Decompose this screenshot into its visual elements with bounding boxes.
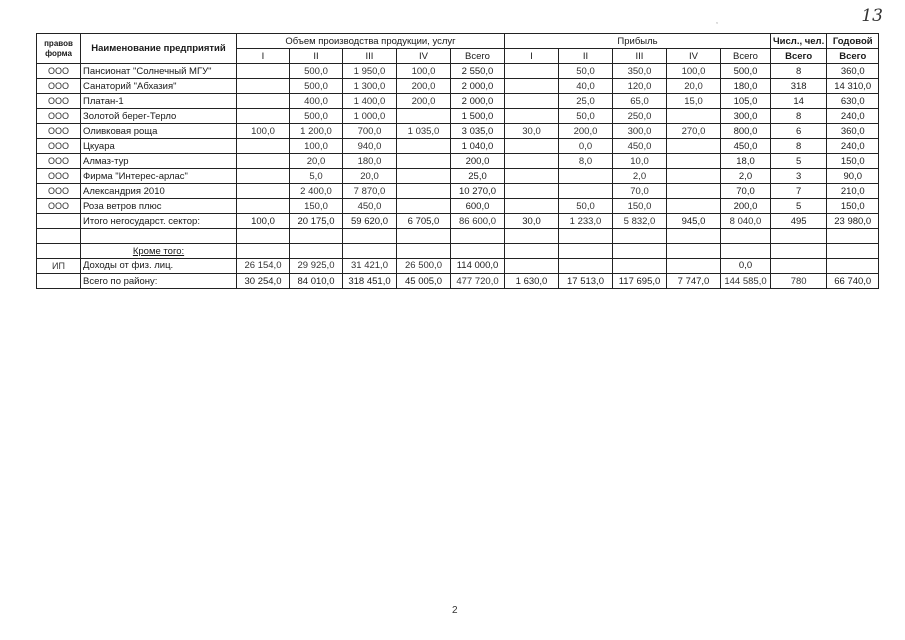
value-cell: 5 (771, 154, 827, 169)
value-cell: 477 720,0 (451, 274, 505, 289)
value-cell: 360,0 (827, 124, 879, 139)
value-cell: 25,0 (559, 94, 613, 109)
value-cell: 318 (771, 79, 827, 94)
form-col-header: правов форма (37, 34, 81, 64)
value-cell: 30 254,0 (237, 274, 290, 289)
value-cell (237, 199, 290, 214)
value-cell (559, 259, 613, 274)
value-cell: 500,0 (290, 109, 343, 124)
value-cell: 70,0 (613, 184, 667, 199)
value-cell: 200,0 (397, 79, 451, 94)
name-cell: Оливковая роща (81, 124, 237, 139)
value-cell (237, 169, 290, 184)
name-cell: Золотой берег-Терло (81, 109, 237, 124)
empty-row (37, 229, 879, 244)
value-cell: 17 513,0 (559, 274, 613, 289)
value-cell: 50,0 (559, 109, 613, 124)
scan-speck: , (716, 18, 718, 25)
profit-q1-header: I (505, 49, 559, 64)
value-cell (827, 259, 879, 274)
value-cell: 5 832,0 (613, 214, 667, 229)
form-cell: ООО (37, 184, 81, 199)
table-row (37, 154, 879, 169)
value-cell: 59 620,0 (343, 214, 397, 229)
name-cell: Платан-1 (81, 94, 237, 109)
value-cell: 150,0 (827, 199, 879, 214)
value-cell: 0,0 (559, 139, 613, 154)
value-cell: 1 035,0 (397, 124, 451, 139)
value-cell: 65,0 (613, 94, 667, 109)
value-cell: 8 (771, 139, 827, 154)
value-cell: 100,0 (237, 124, 290, 139)
prod-q2-header: II (290, 49, 343, 64)
value-cell (667, 109, 721, 124)
form-cell: ООО (37, 199, 81, 214)
value-cell: 360,0 (827, 64, 879, 79)
value-cell (667, 169, 721, 184)
value-cell: 450,0 (721, 139, 771, 154)
value-cell: 250,0 (613, 109, 667, 124)
value-cell: 210,0 (827, 184, 879, 199)
value-cell: 114 000,0 (451, 259, 505, 274)
form-cell: ООО (37, 94, 81, 109)
form-cell: ООО (37, 124, 81, 139)
value-cell: 23 980,0 (827, 214, 879, 229)
value-cell: 86 600,0 (451, 214, 505, 229)
value-cell: 30,0 (505, 214, 559, 229)
value-cell: 14 310,0 (827, 79, 879, 94)
value-cell: 200,0 (397, 94, 451, 109)
table-row (37, 64, 879, 79)
form-cell: ООО (37, 154, 81, 169)
name-cell: Доходы от физ. лиц. (81, 259, 237, 274)
value-cell: 20 175,0 (290, 214, 343, 229)
production-group-header: Объем производства продукции, услуг (237, 34, 505, 49)
value-cell: 240,0 (827, 139, 879, 154)
value-cell: 1 630,0 (505, 274, 559, 289)
value-cell (771, 259, 827, 274)
value-cell: 180,0 (721, 79, 771, 94)
value-cell (559, 184, 613, 199)
value-cell: 5,0 (290, 169, 343, 184)
value-cell: 8 (771, 64, 827, 79)
besides-row (37, 244, 879, 259)
value-cell: 150,0 (290, 199, 343, 214)
value-cell (397, 184, 451, 199)
name-cell: Александрия 2010 (81, 184, 237, 199)
table-row (37, 184, 879, 199)
value-cell: 2 400,0 (290, 184, 343, 199)
value-cell (505, 109, 559, 124)
value-cell (237, 94, 290, 109)
name-cell: Санаторий "Абхазия" (81, 79, 237, 94)
value-cell (613, 259, 667, 274)
value-cell (237, 139, 290, 154)
value-cell: 780 (771, 274, 827, 289)
value-cell: 318 451,0 (343, 274, 397, 289)
individual-row (37, 259, 879, 274)
value-cell: 150,0 (613, 199, 667, 214)
grand-total-row (37, 274, 879, 289)
value-cell: 10 270,0 (451, 184, 505, 199)
value-cell: 300,0 (613, 124, 667, 139)
value-cell: 450,0 (613, 139, 667, 154)
value-cell: 6 (771, 124, 827, 139)
value-cell (397, 109, 451, 124)
besides-label: Кроме того: (81, 244, 237, 259)
prod-total-header: Всего (451, 49, 505, 64)
value-cell (667, 139, 721, 154)
headcount-sub-header: Всего (771, 49, 827, 64)
form-cell: ООО (37, 109, 81, 124)
table-row (37, 199, 879, 214)
value-cell (397, 169, 451, 184)
value-cell: 600,0 (451, 199, 505, 214)
table-row (37, 109, 879, 124)
value-cell: 350,0 (613, 64, 667, 79)
value-cell: 1 040,0 (451, 139, 505, 154)
handwritten-page-mark: 13 (861, 6, 883, 26)
value-cell: 700,0 (343, 124, 397, 139)
value-cell: 105,0 (721, 94, 771, 109)
value-cell: 8 040,0 (721, 214, 771, 229)
table-row (37, 94, 879, 109)
value-cell: 30,0 (505, 124, 559, 139)
value-cell: 31 421,0 (343, 259, 397, 274)
prod-q1-header: I (237, 49, 290, 64)
value-cell: 26 500,0 (397, 259, 451, 274)
value-cell: 6 705,0 (397, 214, 451, 229)
value-cell: 270,0 (667, 124, 721, 139)
annual-sub-header: Всего (827, 49, 879, 64)
profit-q2-header: II (559, 49, 613, 64)
value-cell: 50,0 (559, 199, 613, 214)
value-cell: 630,0 (827, 94, 879, 109)
value-cell: 84 010,0 (290, 274, 343, 289)
name-cell: Пансионат "Солнечный МГУ" (81, 64, 237, 79)
value-cell: 1 400,0 (343, 94, 397, 109)
value-cell (505, 169, 559, 184)
value-cell: 29 925,0 (290, 259, 343, 274)
form-cell (37, 214, 81, 229)
value-cell: 70,0 (721, 184, 771, 199)
value-cell: 10,0 (613, 154, 667, 169)
value-cell: 400,0 (290, 94, 343, 109)
table-row (37, 124, 879, 139)
value-cell: 25,0 (451, 169, 505, 184)
prod-q3-header: III (343, 49, 397, 64)
value-cell (397, 199, 451, 214)
value-cell: 7 (771, 184, 827, 199)
table-row (37, 79, 879, 94)
value-cell (559, 169, 613, 184)
name-cell: Цкуара (81, 139, 237, 154)
value-cell: 2 000,0 (451, 94, 505, 109)
value-cell (505, 259, 559, 274)
value-cell: 240,0 (827, 109, 879, 124)
table-row (37, 169, 879, 184)
value-cell: 20,0 (667, 79, 721, 94)
value-cell: 200,0 (559, 124, 613, 139)
value-cell: 1 000,0 (343, 109, 397, 124)
value-cell: 18,0 (721, 154, 771, 169)
form-cell: ООО (37, 79, 81, 94)
profit-q3-header: III (613, 49, 667, 64)
value-cell: 940,0 (343, 139, 397, 154)
value-cell: 5 (771, 199, 827, 214)
value-cell (505, 184, 559, 199)
value-cell: 945,0 (667, 214, 721, 229)
value-cell (237, 184, 290, 199)
value-cell: 50,0 (559, 64, 613, 79)
value-cell: 1 500,0 (451, 109, 505, 124)
value-cell: 117 695,0 (613, 274, 667, 289)
table-row (37, 139, 879, 154)
value-cell: 90,0 (827, 169, 879, 184)
value-cell: 14 (771, 94, 827, 109)
name-cell: Всего по району: (81, 274, 237, 289)
value-cell (667, 184, 721, 199)
value-cell: 100,0 (237, 214, 290, 229)
prod-q4-header: IV (397, 49, 451, 64)
value-cell (505, 64, 559, 79)
value-cell: 120,0 (613, 79, 667, 94)
value-cell: 1 200,0 (290, 124, 343, 139)
value-cell (237, 109, 290, 124)
value-cell (397, 154, 451, 169)
value-cell: 200,0 (451, 154, 505, 169)
value-cell: 500,0 (290, 79, 343, 94)
profit-group-header: Прибыль (505, 34, 771, 49)
value-cell: 100,0 (397, 64, 451, 79)
value-cell: 8,0 (559, 154, 613, 169)
value-cell: 40,0 (559, 79, 613, 94)
value-cell: 20,0 (290, 154, 343, 169)
value-cell: 180,0 (343, 154, 397, 169)
value-cell (397, 139, 451, 154)
headcount-col-header: Числ., чел. (771, 34, 827, 49)
value-cell (505, 154, 559, 169)
value-cell: 495 (771, 214, 827, 229)
profit-q4-header: IV (667, 49, 721, 64)
value-cell: 0,0 (721, 259, 771, 274)
value-cell: 100,0 (667, 64, 721, 79)
value-cell: 100,0 (290, 139, 343, 154)
value-cell (667, 154, 721, 169)
value-cell: 8 (771, 109, 827, 124)
value-cell (237, 79, 290, 94)
value-cell: 2 000,0 (451, 79, 505, 94)
value-cell (237, 64, 290, 79)
name-col-header: Наименование предприятий (81, 34, 237, 64)
value-cell (505, 94, 559, 109)
value-cell: 45 005,0 (397, 274, 451, 289)
form-cell: ООО (37, 139, 81, 154)
value-cell: 450,0 (343, 199, 397, 214)
value-cell (505, 199, 559, 214)
value-cell: 20,0 (343, 169, 397, 184)
value-cell: 66 740,0 (827, 274, 879, 289)
value-cell: 3 (771, 169, 827, 184)
value-cell: 3 035,0 (451, 124, 505, 139)
value-cell: 7 747,0 (667, 274, 721, 289)
value-cell: 2 550,0 (451, 64, 505, 79)
form-cell: ООО (37, 169, 81, 184)
value-cell: 200,0 (721, 199, 771, 214)
name-cell: Алмаз-тур (81, 154, 237, 169)
value-cell: 1 233,0 (559, 214, 613, 229)
form-cell (37, 274, 81, 289)
subtotal-row (37, 214, 879, 229)
value-cell: 300,0 (721, 109, 771, 124)
value-cell: 150,0 (827, 154, 879, 169)
value-cell: 1 950,0 (343, 64, 397, 79)
form-cell: ООО (37, 64, 81, 79)
value-cell: 500,0 (721, 64, 771, 79)
value-cell: 1 300,0 (343, 79, 397, 94)
value-cell (237, 154, 290, 169)
value-cell: 2,0 (721, 169, 771, 184)
annual-col-header: Годовой (827, 34, 879, 49)
value-cell: 7 870,0 (343, 184, 397, 199)
value-cell: 26 154,0 (237, 259, 290, 274)
enterprise-report-table (36, 33, 879, 289)
value-cell (667, 259, 721, 274)
value-cell: 800,0 (721, 124, 771, 139)
value-cell: 500,0 (290, 64, 343, 79)
name-cell: Итого негосударст. сектор: (81, 214, 237, 229)
value-cell (505, 139, 559, 154)
form-cell: ИП (37, 259, 81, 274)
value-cell (667, 199, 721, 214)
value-cell (505, 79, 559, 94)
name-cell: Фирма "Интерес-арлас" (81, 169, 237, 184)
profit-total-header: Всего (721, 49, 771, 64)
value-cell: 2,0 (613, 169, 667, 184)
value-cell: 144 585,0 (721, 274, 771, 289)
value-cell: 15,0 (667, 94, 721, 109)
name-cell: Роза ветров плюс (81, 199, 237, 214)
page-number: 2 (452, 605, 458, 616)
